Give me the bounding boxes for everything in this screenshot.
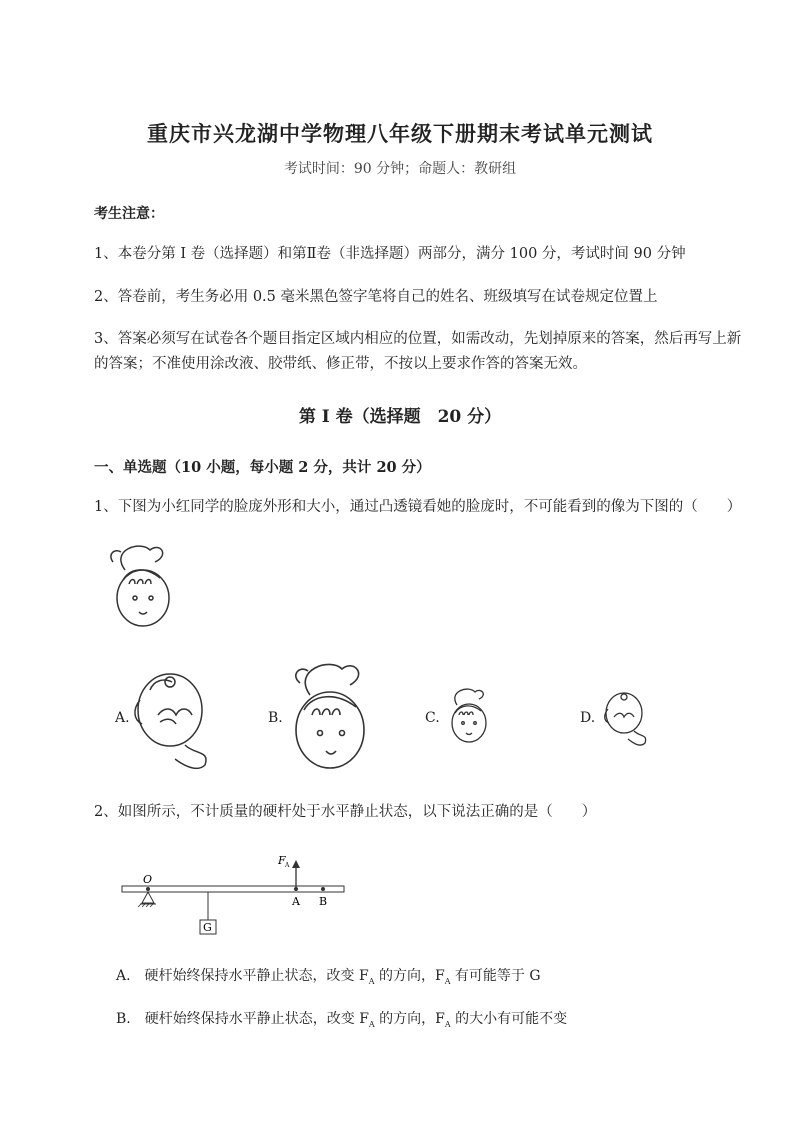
q2-choice-a-text-1: A. 硬杆始终保持水平静止状态，改变 F <box>116 968 369 984</box>
arrow-up-icon <box>292 860 300 868</box>
option-d-label[interactable]: D. <box>580 710 596 726</box>
weight-label-g: G <box>203 921 212 934</box>
q2-choice-b-text-1: B. 硬杆始终保持水平静止状态，改变 F <box>116 1011 369 1027</box>
face-option-a-image <box>130 660 215 775</box>
force-label-f: F <box>278 854 286 867</box>
q2-choice-b-sub-1: A <box>368 1019 375 1029</box>
point-label-a: A <box>292 895 300 908</box>
lever-rod <box>122 886 344 892</box>
force-label-sub: A <box>285 862 290 869</box>
q2-choice-b-text-2: 的方向，F <box>374 1011 445 1027</box>
option-a-label[interactable]: A. <box>115 710 130 726</box>
q2-choice-a[interactable] <box>116 965 541 986</box>
q2-choice-b[interactable] <box>116 1008 567 1029</box>
notice-heading: 考生注意： <box>94 206 164 222</box>
pivot-point <box>146 887 150 891</box>
option-c-label[interactable]: C. <box>425 710 440 726</box>
question-1-stem: 1、下图为小红同学的脸庞外形和大小，通过凸透镜看她的脸庞时，不可能看到的像为下图的（ ） <box>94 499 742 515</box>
page-subtitle: 考试时间：90 分钟；命题人：教研组 <box>283 161 517 177</box>
notice-item-3: 3、答案必须写在试卷各个题目指定区域内相应的位置，如需改动，先划掉原来的答案，然后再写上新的答案；不准使用涂改液、胶带纸、修正带，不按以上要求作答的答案无效。 <box>94 331 742 372</box>
q2-choice-a-sub-2: A <box>444 976 451 986</box>
section-title: 第 I 卷（选择题 20 分） <box>298 407 502 427</box>
page-title: 重庆市兴龙湖中学物理八年级下册期末考试单元测试 <box>147 121 653 146</box>
option-b-label[interactable]: B. <box>268 710 283 726</box>
pivot-label-o: O <box>143 873 153 886</box>
part-title: 一、单选题（10 小题，每小题 2 分，共计 20 分） <box>94 459 431 476</box>
lever-figure <box>118 852 353 937</box>
question-2-stem: 2、如图所示，不计质量的硬杆处于水平静止状态，以下说法正确的是（ ） <box>94 804 597 820</box>
face-option-b-image <box>290 655 375 775</box>
q2-choice-a-sub-1: A <box>368 976 375 986</box>
q2-choice-a-text-3: 有可能等于 G <box>450 968 541 984</box>
point-b <box>321 887 325 891</box>
pivot-triangle-icon <box>142 892 154 903</box>
q2-choice-a-text-2: 的方向，F <box>374 968 445 984</box>
point-label-b: B <box>319 895 328 908</box>
notice-item-1: 1、本卷分第 I 卷（选择题）和第Ⅱ卷（非选择题）两部分，满分 100 分，考试时间 90 分钟 <box>94 246 686 262</box>
point-a <box>294 887 298 891</box>
face-option-d-image <box>600 685 650 750</box>
q2-choice-b-text-3: 的大小有可能不变 <box>450 1011 568 1027</box>
face-option-c-image <box>445 685 495 745</box>
notice-item-2: 2、答卷前，考生务必用 0.5 毫米黑色签字笔将自己的姓名、班级填写在试卷规定位置上 <box>94 289 658 305</box>
q2-choice-b-sub-2: A <box>444 1019 451 1029</box>
face-original-image <box>105 540 185 635</box>
